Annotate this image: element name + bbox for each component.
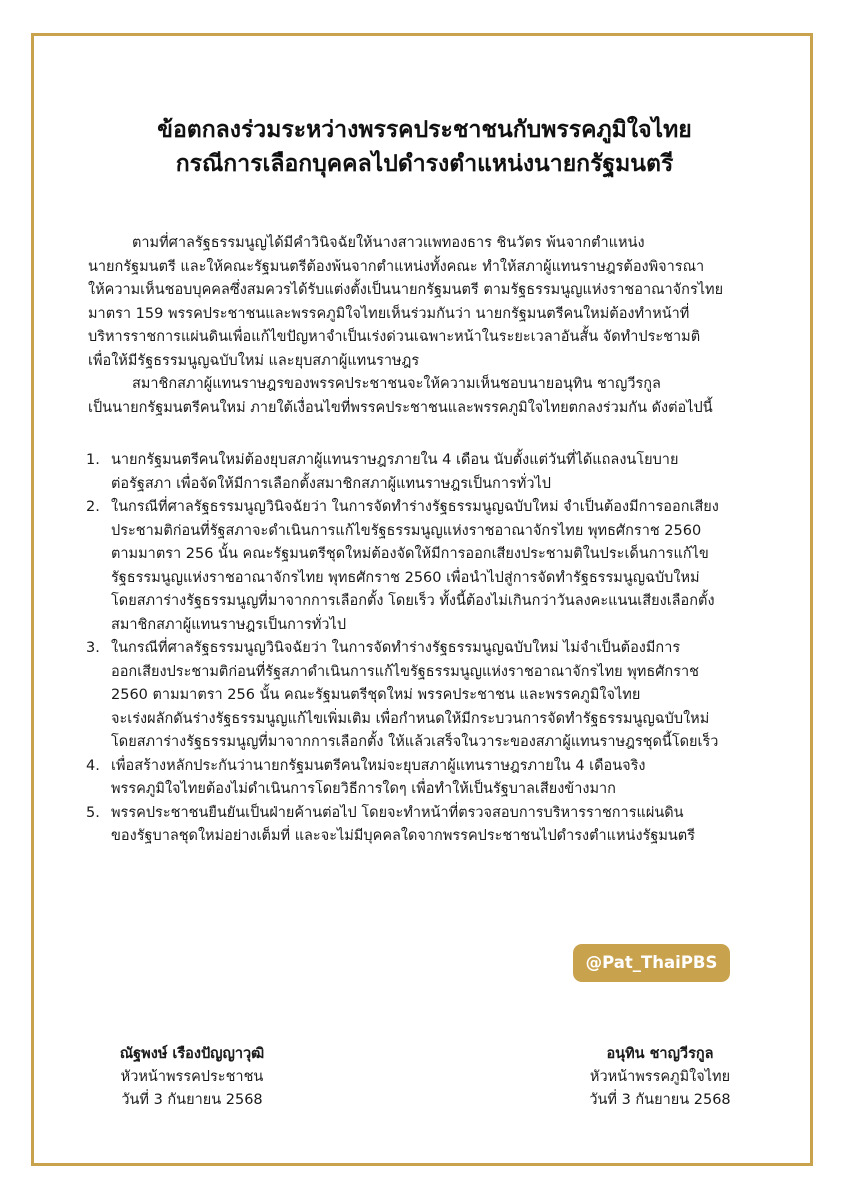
signatory-position: หัวหน้าพรรคภูมิใจไทย — [589, 1069, 731, 1085]
item-number: 3. — [86, 640, 100, 656]
signature-left — [92, 1043, 292, 1112]
signatory-name: ณัฐพงษ์ เรืองปัญญาวุฒิ — [119, 1046, 265, 1062]
item-line: จะเร่งผลักดันร่างรัฐธรรมนูญแก้ไขเพิ่มเติม เพื่อกำหนดให้มีกระบวนการจัดทำรัฐธรรมนูญฉบับใหม่ — [111, 710, 710, 727]
item-line: นายกรัฐมนตรีคนใหม่ต้องยุบสภาผู้แทนราษฎรภายใน 4 เดือน นับตั้งแต่วันที่ได้แถลงนโยบาย — [111, 452, 679, 468]
item-line: ในกรณีที่ศาลรัฐธรรมนูญวินิจฉัยว่า ในการจัดทำร่างรัฐธรรมนูญฉบับใหม่ ไม่จำเป็นต้องมีการ — [111, 640, 681, 656]
signature-right — [560, 1043, 760, 1112]
item-number: 4. — [86, 757, 100, 774]
item-number: 5. — [86, 804, 100, 821]
intro-line: ให้ความเห็นชอบบุคคลซึ่งสมควรได้รับแต่งตั้งเป็นนายกรัฐมนตรี ตามรัฐธรรมนูญแห่งราชอาณาจักรไทย — [88, 282, 724, 298]
signatory-name: อนุทิน ชาญวีรกูล — [606, 1046, 714, 1062]
title-line-1: ข้อตกลงร่วมระหว่างพรรคประชาชนกับพรรคภูมิใจไทย — [157, 117, 692, 143]
intro-line: สมาชิกสภาผู้แทนราษฎรของพรรคประชาชนจะให้ความเห็นชอบนายอนุทิน ชาญวีรกูล — [132, 376, 661, 392]
conditions-list — [86, 449, 766, 849]
signature-date: วันที่ 3 กันยายน 2568 — [121, 1092, 263, 1108]
item-line: ประชามติก่อนที่รัฐสภาจะดำเนินการแก้ไขรัฐธรรมนูญแห่งราชอาณาจักรไทย พุทธศักราช 2560 — [111, 522, 702, 539]
intro-line: ตามที่ศาลรัฐธรรมนูญได้มีคำวินิจฉัยให้นางสาวแพทองธาร ชินวัตร พ้นจากตำแหน่ง — [132, 235, 645, 251]
intro-line: นายกรัฐมนตรี และให้คณะรัฐมนตรีต้องพ้นจากตำแหน่งทั้งคณะ ทำให้สภาผู้แทนราษฎรต้องพิจารณา — [88, 258, 705, 275]
list-item — [86, 802, 766, 849]
intro-line: เพื่อให้มีรัฐธรรมนูญฉบับใหม่ และยุบสภาผู้แทนราษฎร — [88, 352, 420, 369]
document-title — [0, 113, 849, 181]
item-line: ในกรณีที่ศาลรัฐธรรมนูญวินิจฉัยว่า ในการจัดทำร่างรัฐธรรมนูญฉบับใหม่ จำเป็นต้องมีการออกเสียง — [111, 499, 719, 515]
signatory-position: หัวหน้าพรรคประชาชน — [120, 1069, 264, 1085]
item-line: ต่อรัฐสภา เพื่อจัดให้มีการเลือกตั้งสมาชิกสภาผู้แทนราษฎรเป็นการทั่วไป — [111, 475, 551, 492]
list-item — [86, 637, 766, 755]
item-line: 2560 ตามมาตรา 256 นั้น คณะรัฐมนตรีชุดใหม่ พรรคประชาชน และพรรคภูมิใจไทย — [111, 687, 641, 703]
intro-line: มาตรา 159 พรรคประชาชนและพรรคภูมิใจไทยเห็นร่วมกันว่า นายกรัฐมนตรีคนใหม่ต้องทำหน้าที่ — [88, 305, 690, 322]
list-item — [86, 449, 766, 496]
item-line: โดยสภาร่างรัฐธรรมนูญที่มาจากการเลือกตั้ง โดยเร็ว ทั้งนี้ต้องไม่เกินกว่าวันลงคะแนนเสียงเลือกตั้ง — [111, 593, 715, 609]
item-line: ออกเสียงประชามติก่อนที่รัฐสภาดำเนินการแก้ไขรัฐธรรมนูญแห่งราชอาณาจักรไทย พุทธศักราช — [111, 663, 699, 680]
signature-date: วันที่ 3 กันยายน 2568 — [589, 1092, 731, 1108]
item-line: รัฐธรรมนูญแห่งราชอาณาจักรไทย พุทธศักราช 2560 เพื่อนำไปสู่การจัดทำรัฐธรรมนูญฉบับใหม่ — [111, 569, 700, 586]
item-line: สมาชิกสภาผู้แทนราษฎรเป็นการทั่วไป — [111, 616, 347, 633]
intro-line: บริหารราชการแผ่นดินเพื่อแก้ไขปัญหาจำเป็นเร่งด่วนเฉพาะหน้าในระยะเวลาอันสั้น จัดทำประชามติ — [88, 329, 701, 345]
watermark-tag: @Pat_ThaiPBS — [573, 944, 730, 982]
item-line: พรรคประชาชนยืนยันเป็นฝ่ายค้านต่อไป โดยจะทำหน้าที่ตรวจสอบการบริหารราชการแผ่นดิน — [111, 804, 684, 821]
item-line: เพื่อสร้างหลักประกันว่านายกรัฐมนตรีคนใหม่จะยุบสภาผู้แทนราษฎรภายใน 4 เดือนจริง — [111, 757, 646, 774]
item-line: พรรคภูมิใจไทยต้องไม่ดำเนินการโดยวิธีการใดๆ เพื่อทำให้เป็นรัฐบาลเสียงข้างมาก — [111, 781, 616, 797]
intro-paragraphs — [88, 232, 748, 420]
item-line: ของรัฐบาลชุดใหม่อย่างเต็มที่ และจะไม่มีบุคคลใดจากพรรคประชาชนไปดำรงตำแหน่งรัฐมนตรี — [111, 828, 696, 844]
intro-line: เป็นนายกรัฐมนตรีคนใหม่ ภายใต้เงื่อนไขที่พรรคประชาชนและพรรคภูมิใจไทยตกลงร่วมกัน ดังต่อไปนี้ — [88, 399, 713, 416]
item-line: ตามมาตรา 256 นั้น คณะรัฐมนตรีชุดใหม่ต้องจัดให้มีการออกเสียงประชามติในประเด็นการแก้ไข — [111, 546, 709, 562]
item-line: โดยสภาร่างรัฐธรรมนูญที่มาจากการเลือกตั้ง ให้แล้วเสร็จในวาระของสภาผู้แทนราษฎรชุดนี้โดยเร็ว — [111, 734, 719, 750]
title-line-2: กรณีการเลือกบุคคลไปดำรงตำแหน่งนายกรัฐมนตรี — [175, 151, 674, 177]
item-number: 1. — [86, 452, 100, 468]
list-item — [86, 755, 766, 802]
item-number: 2. — [86, 499, 100, 515]
list-item — [86, 496, 766, 637]
